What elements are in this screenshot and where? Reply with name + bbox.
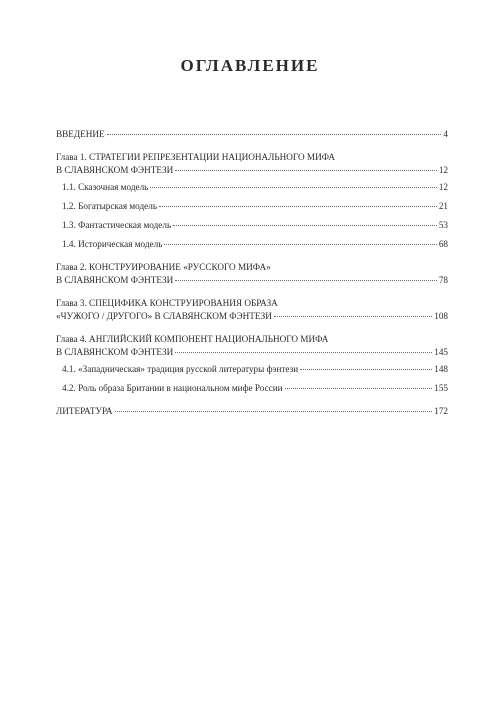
- page-number: 78: [438, 275, 448, 285]
- toc-entry-label: 1.1. Сказочная модель: [62, 182, 149, 192]
- toc-entry-intro[interactable]: [56, 128, 448, 141]
- toc-entry-label: 4.1. «Западническая» традиция русской литературы фэнтези: [62, 364, 299, 374]
- page-number: 148: [434, 364, 448, 374]
- page-number: 21: [438, 201, 448, 211]
- table-of-contents: [56, 128, 448, 418]
- page-number: 4: [443, 129, 448, 139]
- toc-entry-chapter-4[interactable]: [56, 333, 448, 359]
- dot-leader: [150, 187, 436, 188]
- page-number: 53: [438, 220, 448, 230]
- dot-leader: [175, 170, 437, 171]
- toc-entry-section-1-2[interactable]: [56, 200, 448, 213]
- page-number: 12: [438, 182, 448, 192]
- toc-entry-section-1-3[interactable]: [56, 219, 448, 232]
- toc-entry-literature[interactable]: [56, 405, 448, 418]
- dot-leader: [164, 244, 436, 245]
- toc-entry-label: 1.2. Богатырская модель: [62, 201, 158, 211]
- toc-entry-chapter-3[interactable]: [56, 297, 448, 323]
- page-number: 12: [438, 165, 448, 175]
- toc-entry-label: Глава 1. СТРАТЕГИИ РЕПРЕЗЕНТАЦИИ НАЦИОНАЛЬНОГО МИФА: [56, 152, 336, 162]
- toc-entry-section-4-1[interactable]: [56, 363, 448, 376]
- toc-entry-label: ЛИТЕРАТУРА: [56, 406, 113, 416]
- dot-leader: [300, 369, 432, 370]
- toc-entry-label: ВВЕДЕНИЕ: [56, 129, 105, 139]
- toc-entry-section-4-2[interactable]: [56, 382, 448, 395]
- toc-entry-label: Глава 2. КОНСТРУИРОВАНИЕ «РУССКОГО МИФА»: [56, 262, 271, 272]
- dot-leader: [274, 316, 432, 317]
- page-number: 145: [434, 347, 448, 357]
- page-number: 155: [434, 383, 448, 393]
- toc-entry-label: 4.2. Роль образа Британии в национальном мифе России: [62, 383, 283, 393]
- page-number: 68: [438, 239, 448, 249]
- toc-entry-label: Глава 4. АНГЛИЙСКИЙ КОМПОНЕНТ НАЦИОНАЛЬНОГО МИФА: [56, 334, 329, 344]
- dot-leader: [285, 388, 433, 389]
- dot-leader: [175, 280, 437, 281]
- toc-entry-label: Глава 3. СПЕЦИФИКА КОНСТРУИРОВАНИЯ ОБРАЗА: [56, 298, 278, 308]
- dot-leader: [175, 352, 432, 353]
- toc-entry-section-1-4[interactable]: [56, 238, 448, 251]
- toc-entry-label: 1.3. Фантастическая модель: [62, 220, 172, 230]
- page-number: 108: [434, 311, 448, 321]
- toc-entry-chapter-1[interactable]: [56, 151, 448, 177]
- page-title: ОГЛАВЛЕНИЕ: [180, 56, 320, 75]
- page-number: 172: [434, 406, 448, 416]
- dot-leader: [107, 134, 442, 135]
- dot-leader: [115, 411, 433, 412]
- toc-entry-chapter-2[interactable]: [56, 261, 448, 287]
- toc-entry-label-cont: «ЧУЖОГО / ДРУГОГО» В СЛАВЯНСКОМ ФЭНТЕЗИ: [56, 311, 272, 321]
- toc-entry-label: 1.4. Историческая модель: [62, 239, 163, 249]
- toc-entry-label-cont: В СЛАВЯНСКОМ ФЭНТЕЗИ: [56, 275, 174, 285]
- toc-entry-section-1-1[interactable]: [56, 181, 448, 194]
- toc-entry-label-cont: В СЛАВЯНСКОМ ФЭНТЕЗИ: [56, 347, 174, 357]
- dot-leader: [159, 206, 437, 207]
- dot-leader: [173, 225, 437, 226]
- toc-entry-label-cont: В СЛАВЯНСКОМ ФЭНТЕЗИ: [56, 165, 174, 175]
